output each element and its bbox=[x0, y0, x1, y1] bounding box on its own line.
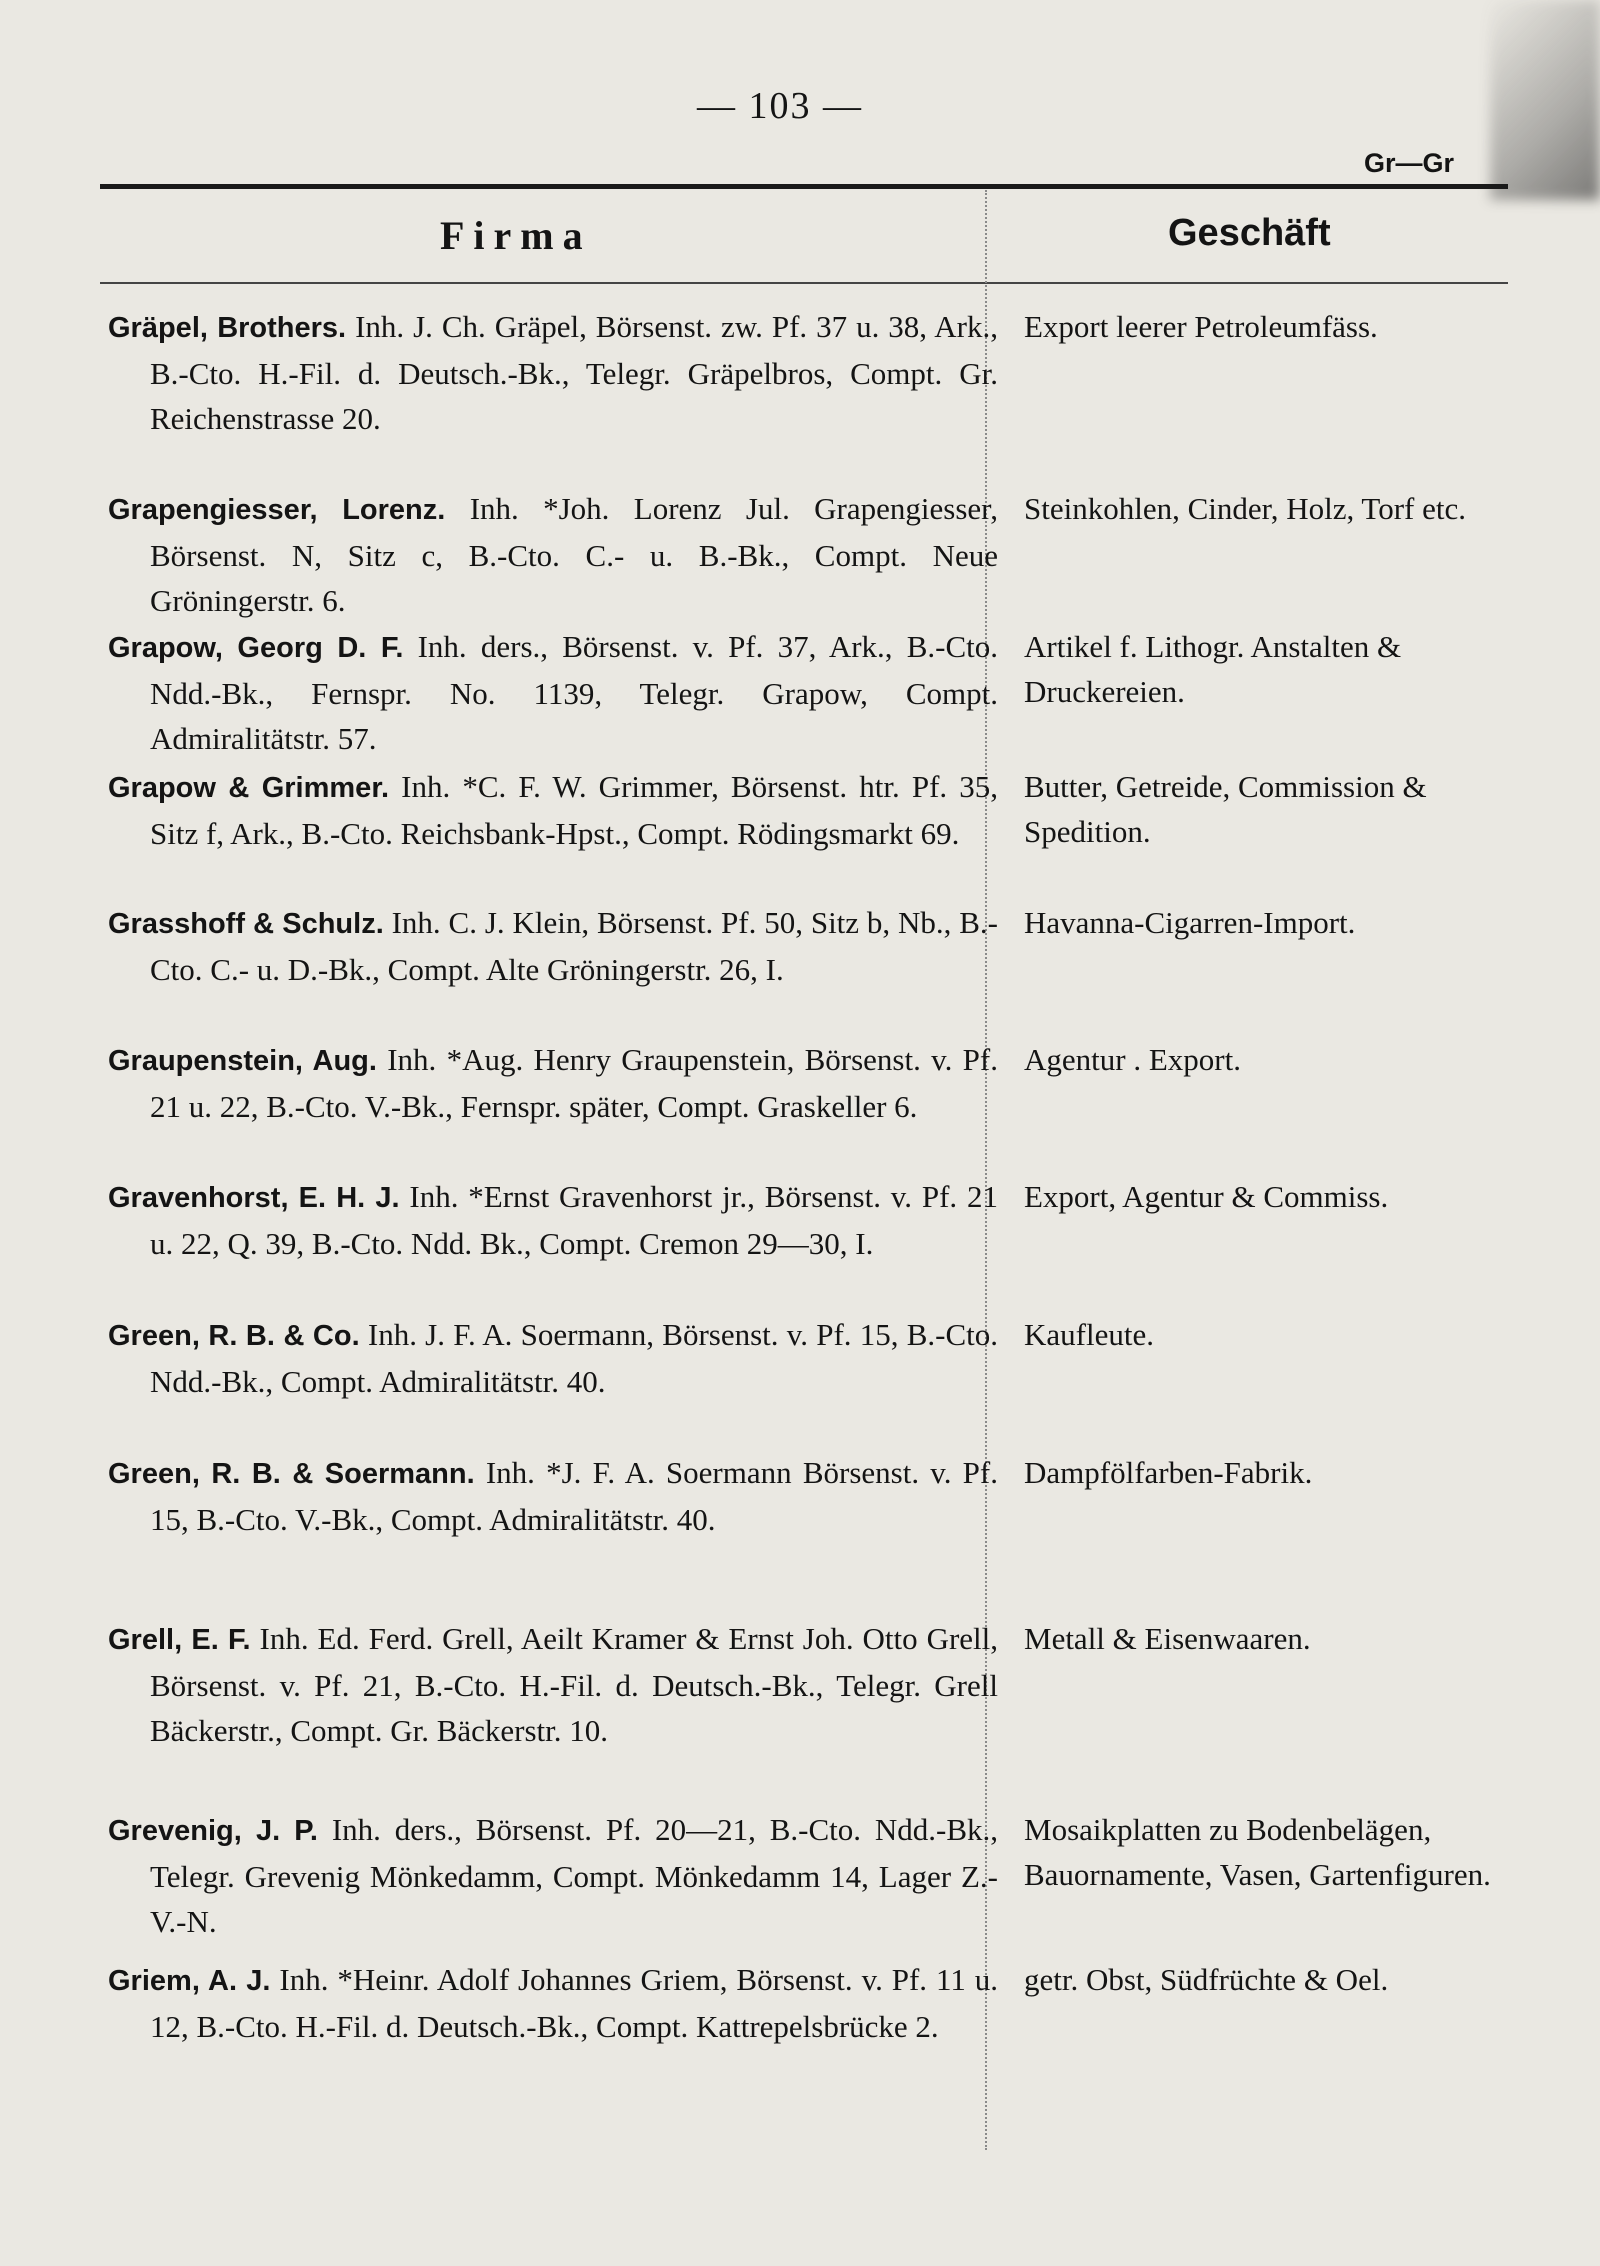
firm-details: Inh. Ed. Ferd. Grell, Aeilt Kramer & Ernst Joh. Otto Grell, Börsenst. v. Pf. 21, B.-Cto. H.-Fil. d. Deutsch.-Bk., Telegr. Grell Bäckerstr., Compt. Gr. Bäckerstr. 10. bbox=[150, 1621, 999, 1748]
entry-firma bbox=[108, 486, 998, 623]
entry-firma bbox=[108, 1616, 998, 1753]
firm-name: Grevenig, J. P. bbox=[108, 1815, 318, 1847]
entry-business: Export, Agentur & Commiss. bbox=[1024, 1179, 1389, 1214]
firm-details: Inh. ders., Börsenst. v. Pf. 37, Ark., B.-Cto. Ndd.-Bk., Fernspr. No. 1139, Telegr. Grapow, Compt. Admiralitätstr. 57. bbox=[150, 629, 999, 756]
header-rule bbox=[100, 282, 1508, 284]
entry-business: Havanna-Cigarren-Import. bbox=[1024, 905, 1356, 940]
top-rule bbox=[100, 184, 1508, 189]
entry-firma bbox=[108, 1037, 998, 1129]
entry-business: Butter, Getreide, Commission & Spedition. bbox=[1024, 769, 1427, 849]
entry-firma bbox=[108, 900, 998, 992]
firm-details: Inh. *Heinr. Adolf Johannes Griem, Börsenst. v. Pf. 11 u. 12, B.-Cto. H.-Fil. d. Deutsch.-Bk., Compt. Kattrepelsbrücke 2. bbox=[150, 1962, 998, 2044]
firm-name: Grapow, Georg D. F. bbox=[108, 632, 404, 664]
firm-name: Green, R. B. & Co. bbox=[108, 1320, 360, 1352]
entry-business: Artikel f. Lithogr. Anstalten & Druckereien. bbox=[1024, 629, 1402, 709]
firm-details: Inh. *J. F. A. Soermann Börsenst. v. Pf. 15, B.-Cto. V.-Bk., Compt. Admiralitätstr. 40. bbox=[150, 1455, 998, 1537]
firm-name: Grasshoff & Schulz. bbox=[108, 908, 384, 940]
entry-business: getr. Obst, Südfrüchte & Oel. bbox=[1024, 1962, 1389, 1997]
firm-name: Grapengiesser, Lorenz. bbox=[108, 494, 446, 526]
entry-firma bbox=[108, 1312, 998, 1404]
firm-name: Graupenstein, Aug. bbox=[108, 1045, 377, 1077]
entry-firma bbox=[108, 764, 998, 856]
entry-firma bbox=[108, 1957, 998, 2049]
entry-business: Agentur . Export. bbox=[1024, 1042, 1241, 1077]
firm-details: Inh. *C. F. W. Grimmer, Börsenst. htr. Pf. 35, Sitz f, Ark., B.-Cto. Reichsbank-Hpst., Compt. Rödingsmarkt 69. bbox=[150, 769, 999, 851]
page-number: — 103 — bbox=[697, 85, 863, 127]
firm-details: Inh. *Aug. Henry Graupenstein, Börsenst. v. Pf. 21 u. 22, B.-Cto. V.-Bk., Fernspr. später, Compt. Graskeller 6. bbox=[150, 1042, 998, 1124]
firm-details: Inh. *Ernst Gravenhorst jr., Börsenst. v. Pf. 21 u. 22, Q. 39, B.-Cto. Ndd. Bk., Compt. Cremon 29—30, I. bbox=[150, 1179, 999, 1261]
firm-name: Green, R. B. & Soermann. bbox=[108, 1458, 475, 1490]
entry-firma bbox=[108, 1807, 998, 1944]
running-head: Gr—Gr bbox=[1364, 148, 1455, 178]
firm-details: Inh. J. Ch. Gräpel, Börsenst. zw. Pf. 37 u. 38, Ark., B.-Cto. H.-Fil. d. Deutsch.-Bk., Telegr. Gräpelbros, Compt. Gr. Reichenstrasse 20. bbox=[150, 309, 999, 436]
entry-firma bbox=[108, 624, 998, 761]
entry-business: Dampfölfarben-Fabrik. bbox=[1024, 1455, 1313, 1490]
entry-business: Steinkohlen, Cinder, Holz, Torf etc. bbox=[1024, 491, 1466, 526]
firm-name: Gräpel, Brothers. bbox=[108, 312, 347, 344]
entry-firma bbox=[108, 1174, 998, 1266]
firm-details: Inh. J. F. A. Soermann, Börsenst. v. Pf. 15, B.-Cto. Ndd.-Bk., Compt. Admiralitätstr. 40. bbox=[150, 1317, 999, 1399]
column-header-geschaeft: Geschäft bbox=[1168, 212, 1331, 254]
entry-business: Metall & Eisenwaaren. bbox=[1024, 1621, 1311, 1656]
column-header-firma: Firma bbox=[440, 213, 592, 258]
firm-name: Grell, E. F. bbox=[108, 1624, 251, 1656]
entry-firma bbox=[108, 304, 998, 441]
entry-firma bbox=[108, 1450, 998, 1542]
firm-name: Griem, A. J. bbox=[108, 1965, 271, 1997]
entry-business: Kaufleute. bbox=[1024, 1317, 1154, 1352]
firm-details: Inh. C. J. Klein, Börsenst. Pf. 50, Sitz b, Nb., B.-Cto. C.- u. D.-Bk., Compt. Alte Gröningerstr. 26, I. bbox=[150, 905, 998, 987]
firm-details: Inh. *Joh. Lorenz Jul. Grapengiesser, Börsenst. N, Sitz c, B.-Cto. C.- u. B.-Bk., Compt. Neue Gröningerstr. 6. bbox=[150, 491, 998, 618]
firm-details: Inh. ders., Börsenst. Pf. 20—21, B.-Cto. Ndd.-Bk., Telegr. Grevenig Mönkedamm, Compt. Mönkedamm 14, Lager Z.-V.-N. bbox=[150, 1812, 999, 1939]
entry-business: Mosaikplatten zu Bodenbelägen, Bauornamente, Vasen, Gartenfiguren. bbox=[1024, 1812, 1491, 1892]
entry-business: Export leerer Petroleumfäss. bbox=[1024, 309, 1378, 344]
firm-name: Grapow & Grimmer. bbox=[108, 772, 390, 804]
firm-name: Gravenhorst, E. H. J. bbox=[108, 1182, 400, 1214]
